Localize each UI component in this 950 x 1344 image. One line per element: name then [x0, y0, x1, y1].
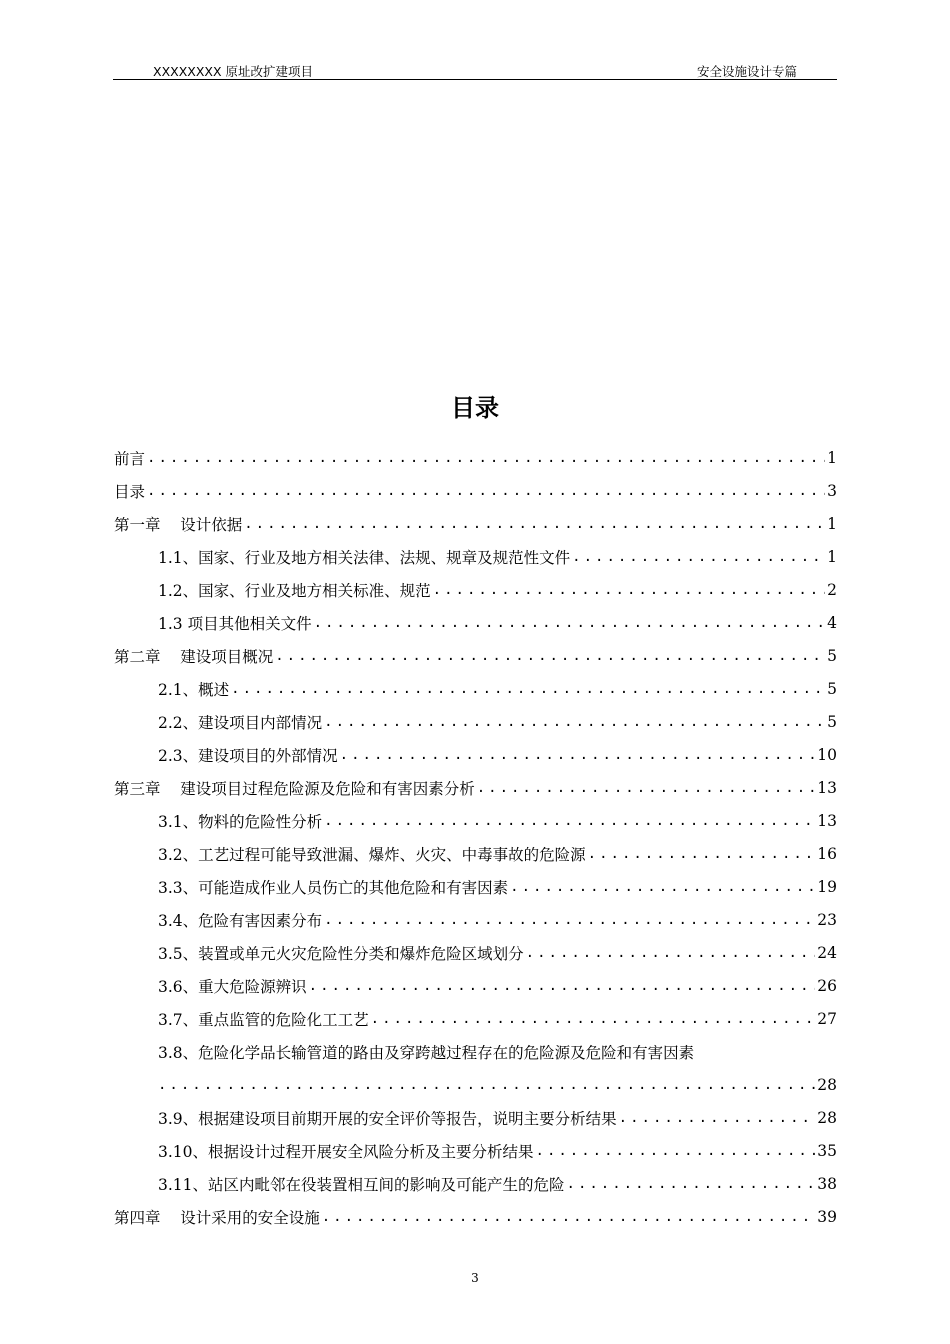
toc-entry-label: 3.3、可能造成作业人员伤亡的其他危险和有害因素	[158, 878, 509, 897]
toc-entry[interactable]	[114, 1101, 837, 1134]
dot-leader	[324, 912, 815, 928]
toc-entry[interactable]	[114, 705, 837, 738]
toc-entry-label: 3.2、工艺过程可能导致泄漏、爆炸、火灾、中毒事故的危险源	[158, 845, 586, 864]
toc-entry[interactable]	[114, 540, 837, 573]
toc-entry-page: 13	[817, 811, 837, 830]
toc-chapter-entry[interactable]	[114, 639, 837, 672]
toc-entry-label: 3.9、根据建设项目前期开展的安全评价等报告，说明主要分析结果	[158, 1109, 617, 1128]
dot-leader	[309, 978, 816, 994]
toc-entry-page: 19	[817, 877, 837, 896]
toc-entry[interactable]	[114, 1035, 837, 1068]
toc-entry-label: 前言	[114, 449, 146, 468]
toc-entry-page: 35	[817, 1141, 837, 1160]
toc-entry[interactable]	[114, 936, 837, 969]
toc-entry[interactable]	[114, 738, 837, 771]
toc-entry-label: 第三章 建设项目过程危险源及危险和有害因素分析	[114, 779, 475, 798]
toc-chapter-entry[interactable]	[114, 441, 837, 474]
dot-leader	[231, 681, 825, 697]
toc-entry[interactable]	[114, 573, 837, 606]
toc-entry-label: 3.7、重点监管的危险化工工艺	[158, 1010, 369, 1029]
toc-entry[interactable]	[114, 606, 837, 639]
dot-leader	[275, 648, 825, 664]
toc-chapter-entry[interactable]	[114, 507, 837, 540]
table-of-contents	[114, 441, 837, 1233]
dot-leader	[510, 879, 815, 895]
toc-chapter-entry[interactable]	[114, 474, 837, 507]
page-header	[113, 62, 837, 80]
toc-entry-label: 3.6、重大危险源辨识	[158, 977, 307, 996]
toc-entry-label: 2.3、建设项目的外部情况	[158, 746, 338, 765]
toc-entry[interactable]	[114, 1167, 837, 1200]
dot-leader	[526, 945, 816, 961]
toc-entry-page: 39	[817, 1207, 837, 1226]
toc-entry-page: 1	[827, 547, 837, 566]
dot-leader	[314, 615, 826, 631]
toc-entry-page: 4	[827, 613, 837, 632]
toc-entry[interactable]	[114, 1002, 837, 1035]
toc-entry-label: 第二章 建设项目概况	[114, 647, 274, 666]
toc-entry-page: 38	[817, 1174, 837, 1193]
toc-entry-page: 3	[827, 481, 837, 500]
page-title: 目录	[451, 394, 499, 422]
toc-entry-label: 3.1、物料的危险性分析	[158, 812, 323, 831]
dot-leader	[477, 780, 816, 796]
toc-entry-page: 1	[827, 448, 837, 467]
dot-leader	[244, 516, 825, 532]
toc-entry[interactable]	[114, 903, 837, 936]
page-number: 3	[471, 1271, 479, 1285]
toc-entry-label: 1.2、国家、行业及地方相关标准、规范	[158, 581, 431, 600]
header-project-name: XXXXXXXX 原址改扩建项目	[153, 64, 313, 79]
toc-entry-page: 2	[827, 580, 837, 599]
dot-leader	[567, 1176, 816, 1192]
toc-entry-label: 目录	[114, 482, 146, 501]
toc-entry-page: 23	[817, 910, 837, 929]
toc-entry-label: 3.5、装置或单元火灾危险性分类和爆炸危险区域划分	[158, 944, 524, 963]
toc-entry-label: 1.1、国家、行业及地方相关法律、法规、规章及规范性文件	[158, 548, 571, 567]
toc-entry-page: 26	[817, 976, 837, 995]
toc-entry-page: 5	[827, 679, 837, 698]
toc-entry-label: 2.1、概述	[158, 680, 230, 699]
toc-chapter-entry[interactable]	[114, 1200, 837, 1233]
toc-entry-label: 3.11、站区内毗邻在役装置相互间的影响及可能产生的危险	[158, 1175, 565, 1194]
dot-leader	[324, 813, 815, 829]
toc-entry-page: 10	[817, 745, 837, 764]
toc-entry[interactable]	[114, 837, 837, 870]
dot-leader	[619, 1110, 816, 1126]
toc-entry-page: 5	[827, 646, 837, 665]
toc-entry-page: 1	[827, 514, 837, 533]
toc-entry-page: 5	[827, 712, 837, 731]
dot-leader	[147, 450, 825, 466]
header-document-type: 安全设施设计专篇	[696, 64, 797, 79]
toc-entry-label: 2.2、建设项目内部情况	[158, 713, 323, 732]
dot-leader	[572, 549, 825, 565]
toc-entry-label: 3.8、危险化学品长输管道的路由及穿跨越过程存在的危险源及危险和有害因素	[158, 1043, 695, 1062]
toc-entry[interactable]	[114, 1134, 837, 1167]
dot-leader	[322, 1209, 816, 1225]
toc-entry[interactable]	[114, 969, 837, 1002]
toc-chapter-entry[interactable]	[114, 771, 837, 804]
toc-entry-page: 28	[817, 1108, 837, 1127]
toc-entry-page: 27	[817, 1009, 837, 1028]
dot-leader	[147, 483, 825, 499]
toc-entry[interactable]	[114, 870, 837, 903]
dot-leader	[371, 1011, 816, 1027]
toc-entry-label: 3.4、危险有害因素分布	[158, 911, 323, 930]
toc-entry-label: 第一章 设计依据	[114, 515, 243, 534]
toc-entry-page: 28	[817, 1075, 837, 1094]
toc-entry-label: 1.3 项目其他相关文件	[158, 614, 312, 633]
dot-leader	[158, 1077, 815, 1093]
toc-entry[interactable]	[114, 672, 837, 705]
toc-entry-continuation[interactable]	[114, 1068, 837, 1101]
toc-entry-page: 24	[817, 943, 837, 962]
toc-entry-page: 16	[817, 844, 837, 863]
toc-entry-label: 第四章 设计采用的安全设施	[114, 1208, 320, 1227]
dot-leader	[588, 846, 816, 862]
toc-entry-page: 13	[817, 778, 837, 797]
dot-leader	[340, 747, 816, 763]
dot-leader	[433, 582, 825, 598]
dot-leader	[324, 714, 825, 730]
toc-entry-label: 3.10、根据设计过程开展安全风险分析及主要分析结果	[158, 1142, 534, 1161]
toc-entry[interactable]	[114, 804, 837, 837]
dot-leader	[536, 1143, 816, 1159]
